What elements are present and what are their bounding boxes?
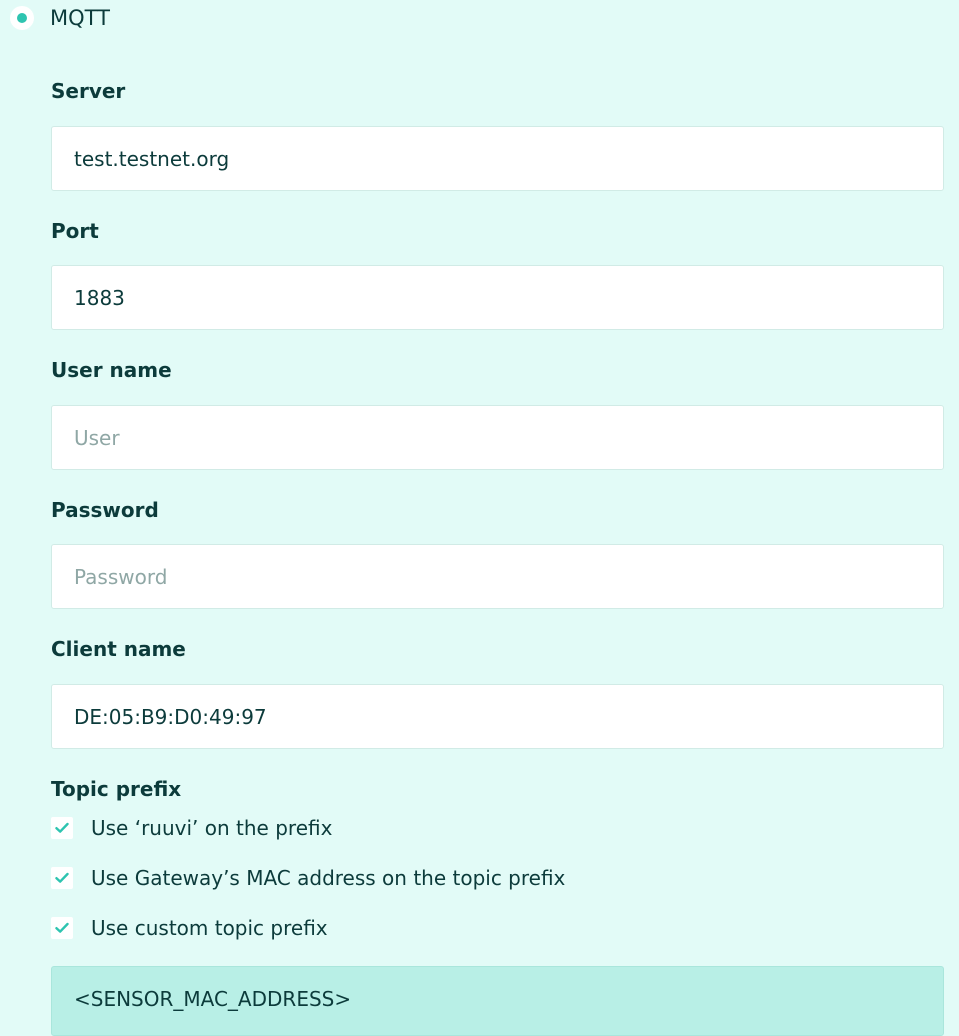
port-input[interactable] xyxy=(51,265,944,330)
client-name-label: Client name xyxy=(51,637,186,661)
checkbox-label: Use Gateway’s MAC address on the topic prefix xyxy=(91,866,566,890)
checkbox-box[interactable] xyxy=(51,867,73,889)
checkbox-label: Use ‘ruuvi’ on the prefix xyxy=(91,816,333,840)
username-input[interactable] xyxy=(51,405,944,470)
port-label: Port xyxy=(51,219,99,243)
topic-prefix-label: Topic prefix xyxy=(51,777,182,801)
checkbox-use-gateway-mac[interactable] xyxy=(51,865,565,891)
username-label: User name xyxy=(51,358,172,382)
checkbox-use-custom-prefix[interactable] xyxy=(51,915,328,941)
mqtt-radio-label: MQTT xyxy=(50,6,110,30)
mqtt-radio-button[interactable] xyxy=(10,6,34,30)
checkbox-box[interactable] xyxy=(51,817,73,839)
server-label: Server xyxy=(51,79,126,103)
checkbox-box[interactable] xyxy=(51,917,73,939)
checkbox-label: Use custom topic prefix xyxy=(91,916,328,940)
server-input[interactable] xyxy=(51,126,944,191)
checkbox-use-ruuvi-prefix[interactable] xyxy=(51,815,332,841)
mqtt-radio-option[interactable] xyxy=(10,4,110,32)
checkmark-icon xyxy=(55,922,69,934)
radio-selected-dot xyxy=(17,13,27,23)
custom-topic-prefix-input[interactable]: <SENSOR_MAC_ADDRESS> xyxy=(51,966,944,1036)
client-name-input[interactable] xyxy=(51,684,944,749)
checkmark-icon xyxy=(55,872,69,884)
checkmark-icon xyxy=(55,822,69,834)
password-label: Password xyxy=(51,498,159,522)
password-input[interactable] xyxy=(51,544,944,609)
